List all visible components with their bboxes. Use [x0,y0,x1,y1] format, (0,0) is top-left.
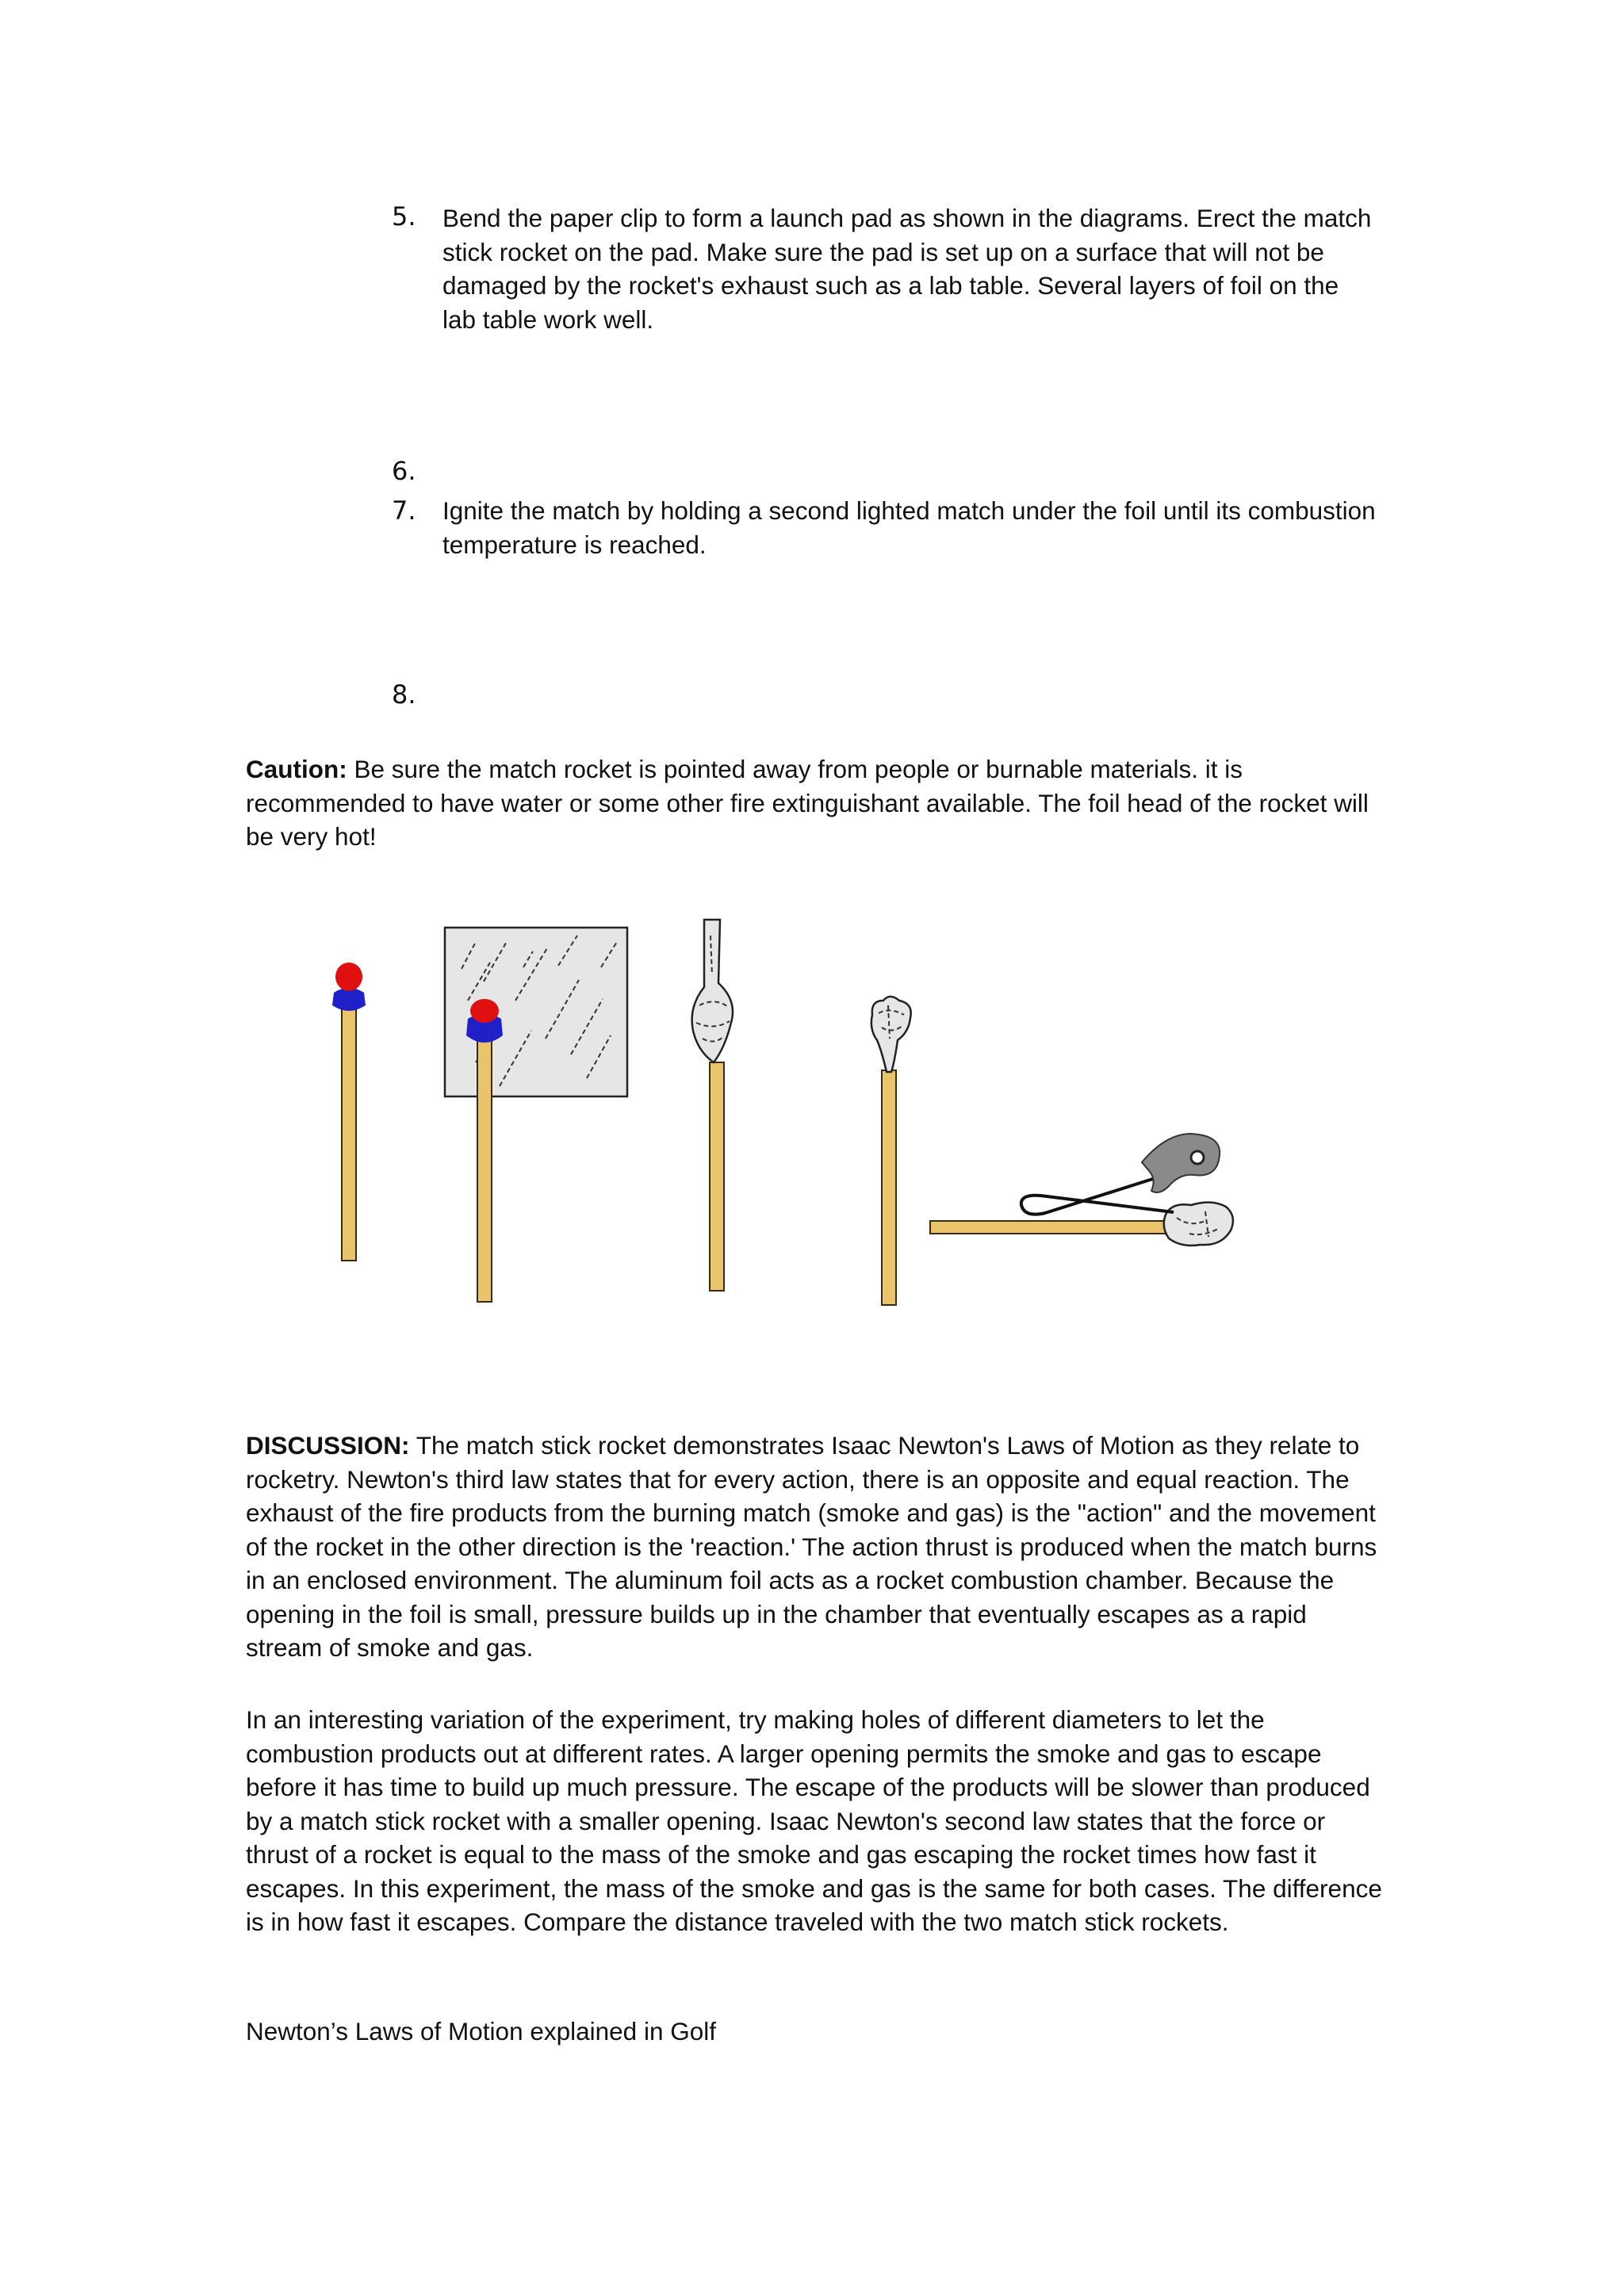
match-figure-5-launch-pad [930,1134,1233,1246]
caution-text: Be sure the match rocket is pointed away from people or burnable materials. it is recommended to have water or some other fire extinguishant available. The foil head of the rocket will be very hot! [246,755,1369,851]
step-5-text: Bend the paper clip to form a launch pad as shown in the diagrams. Erect the match stick rocket on the pad. Make sure the pad is set up on a surface that will not be damaged by the rocket's exhaust such as a lab table. Several layers of foil on the lab table work well. [442,204,1372,334]
step-7-text: Ignite the match by holding a second lighted match under the foil until its combustion temperature is reached. [442,496,1376,559]
step-8-number: 8. [392,679,416,710]
discussion-text: The match stick rocket demonstrates Isaac Newton's Laws of Motion as they relate to rocketry. Newton's third law states that for every action, there is an opposite and equal reaction. The exhaust of the fire products from the burning match (smoke and gas) is the "action" and the movement of the rocket in the other direction is the 'reaction.' The action thrust is produced when the match burns in an enclosed environment. The aluminum foil acts as a rocket combustion chamber. Because the opening in the foil is small, pressure builds up in the chamber that eventually escapes as a rapid stream of smoke and gas. [246,1431,1377,1662]
step-7-number: 7. [392,496,416,526]
caution-label: Caution: [246,755,347,783]
match-figure-2-foil-square [445,928,627,1302]
step-5-number: 5. [392,201,416,232]
discussion-label: DISCUSSION: [246,1431,410,1460]
variation-paragraph: In an interesting variation of the experiment, try making holes of different diameters to let the combustion products out at different rates. A larger opening permits the smoke and gas to escape before it has time to build up much pressure. The escape of the products will be slower than produced by a match stick rocket with a smaller opening. Isaac Newton's second law states that the force or thrust of a rocket is equal to the mass of the smoke and gas escaping the rocket times how fast it escapes. In this experiment, the mass of the smoke and gas is the same for both cases. The difference is in how fast it escapes. Compare the distance traveled with the two match stick rockets. [246,1705,1382,1936]
match-figure-1 [332,962,366,1261]
step-6-number: 6. [392,456,416,486]
match-figure-3-foil-wrapped [692,920,733,1291]
golf-link-line: Newton’s Laws of Motion explained in Golf [246,2017,716,2045]
match-figure-4-foil-head [871,997,911,1305]
discussion-paragraph [246,1429,1388,1665]
